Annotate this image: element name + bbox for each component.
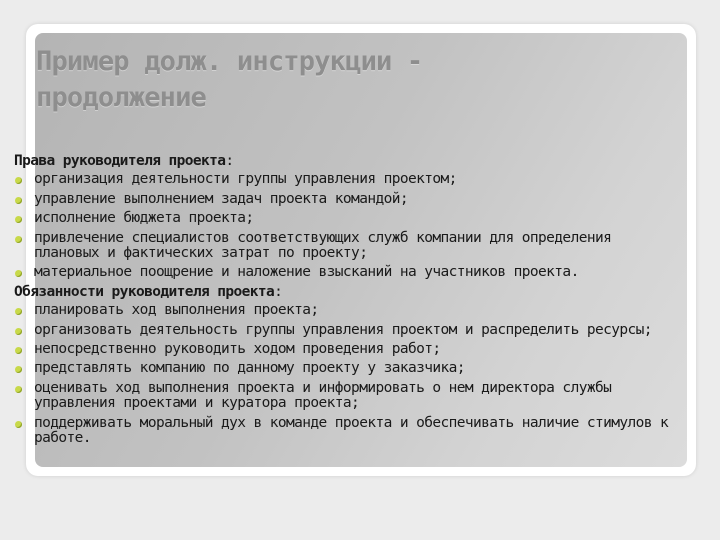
list-item: непосредственно руководить ходом проведения работ; — [14, 342, 674, 357]
rights-heading: Права руководителя проекта: — [14, 153, 234, 169]
rights-list — [14, 172, 674, 280]
list-item: поддерживать моральный дух в команде проекта и обеспечивать наличие стимулов к работе. — [14, 416, 674, 447]
list-item: привлечение специалистов соответствующих служб компании для определения плановых и фактических затрат по проекту; — [14, 231, 674, 262]
list-item: оценивать ход выполнения проекта и информировать о нем директора службы управления проектами и куратора проекта; — [14, 381, 674, 412]
list-item: представлять компанию по данному проекту у заказчика; — [14, 361, 674, 376]
duties-list — [14, 303, 674, 446]
list-item: управление выполнением задач проекта командой; — [14, 192, 674, 207]
list-item: организовать деятельность группы управления проектом и распределить ресурсы; — [14, 323, 674, 338]
duties-heading: Обязанности руководителя проекта: — [14, 283, 283, 300]
list-item: материальное поощрение и наложение взысканий на участников проекта. — [14, 265, 674, 280]
list-item: исполнение бюджета проекта; — [14, 211, 674, 226]
list-item: организация деятельности группы управления проектом; — [14, 172, 674, 187]
bullet-dot-icon — [15, 308, 22, 315]
slide-body — [14, 154, 674, 451]
slide-title — [36, 44, 422, 116]
bullet-dot-icon — [15, 236, 22, 243]
bullet-dot-icon — [15, 177, 22, 184]
bullet-dot-icon — [15, 366, 22, 373]
bullet-dot-icon — [15, 270, 22, 277]
bullet-dot-icon — [15, 216, 22, 223]
list-item: планировать ход выполнения проекта; — [14, 303, 674, 318]
bullet-dot-icon — [15, 347, 22, 354]
slide-title-line-2: продолжение — [36, 82, 207, 113]
slide-title-line-1: Пример долж. инструкции - — [36, 46, 423, 77]
bullet-dot-icon — [15, 328, 22, 335]
bullet-dot-icon — [15, 421, 22, 428]
bullet-dot-icon — [15, 386, 22, 393]
bullet-dot-icon — [15, 197, 22, 204]
